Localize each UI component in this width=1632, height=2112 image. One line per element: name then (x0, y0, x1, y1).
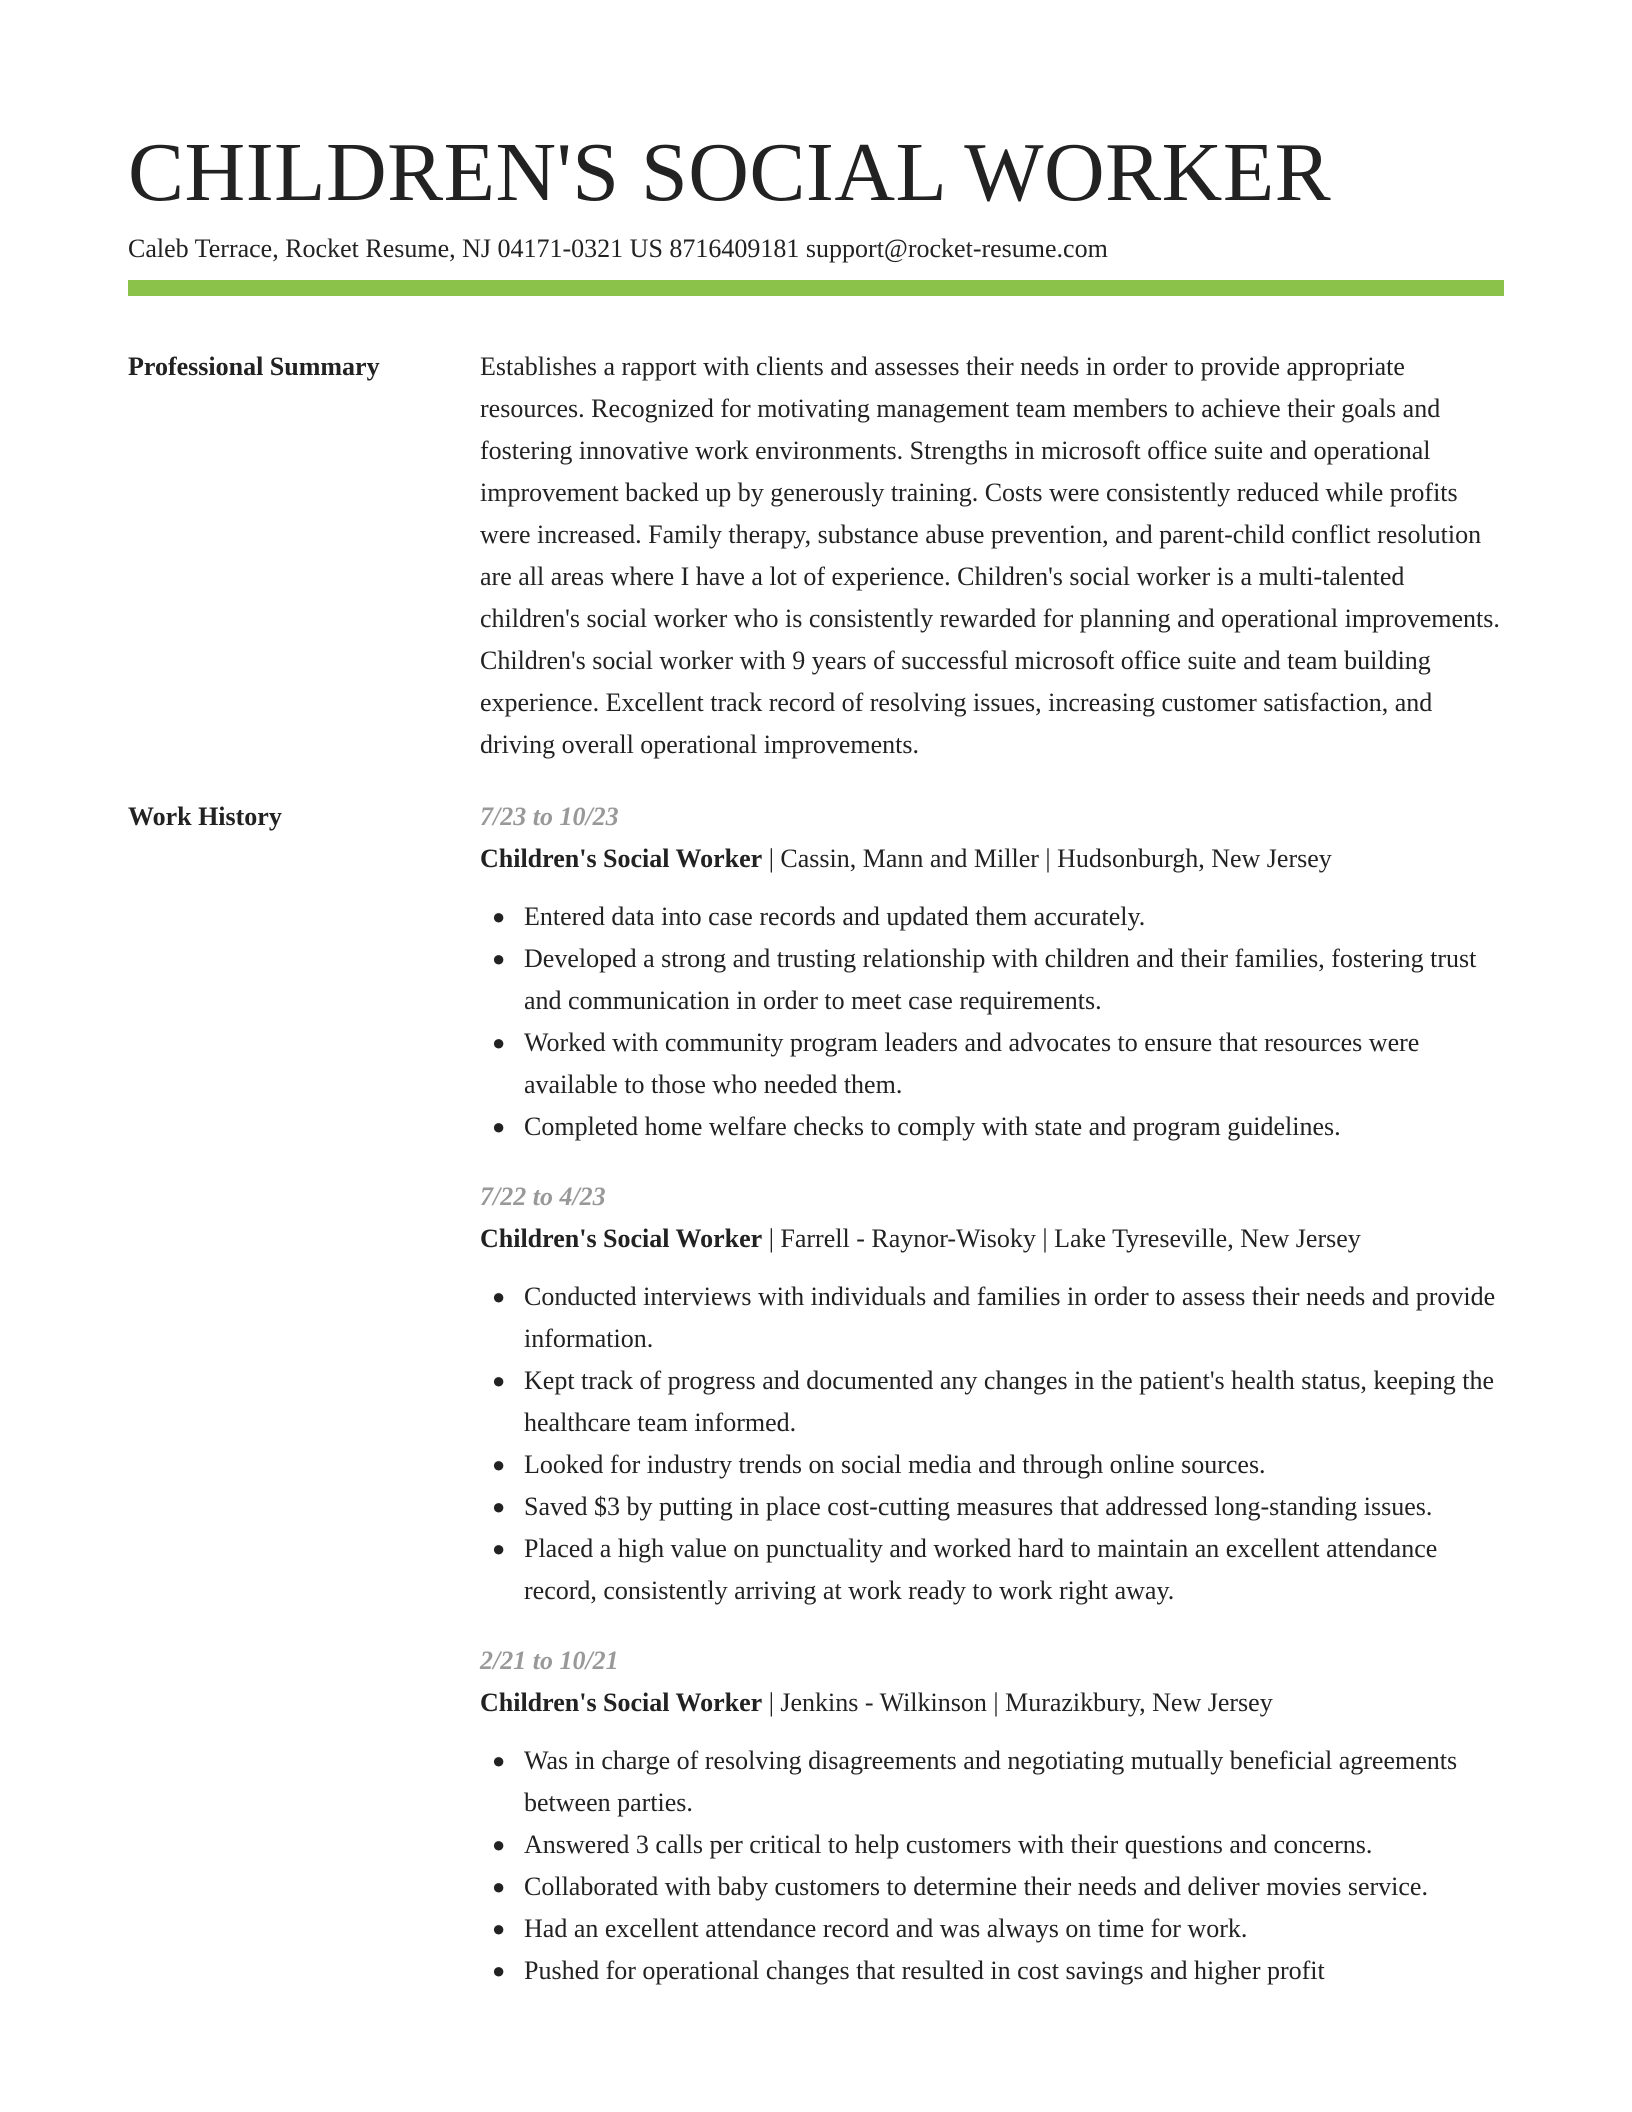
bullet-text: Developed a strong and trusting relationship with children and their families, fostering trust and communication in order to meet case requirements. (524, 944, 1477, 1015)
bullet-icon: ● (492, 1368, 506, 1393)
job-heading (480, 1218, 1504, 1260)
job-title: Children's Social Worker (480, 1688, 763, 1717)
job-bullet (492, 1486, 1504, 1528)
job-bullet (492, 1866, 1504, 1908)
job-title: Children's Social Worker (480, 1224, 763, 1253)
bullet-text: Saved $3 by putting in place cost-cutting measures that addressed long-standing issues. (524, 1492, 1433, 1521)
bullet-icon: ● (492, 1916, 506, 1941)
job-bullets (480, 896, 1504, 1148)
job-dates: 7/22 to 4/23 (480, 1182, 606, 1211)
bullet-icon: ● (492, 904, 506, 929)
job-bullet (492, 1106, 1504, 1148)
job-details: | Cassin, Mann and Miller | Hudsonburgh, New Jersey (762, 844, 1332, 873)
bullet-icon: ● (492, 1958, 506, 1983)
bullet-icon: ● (492, 1494, 506, 1519)
resume-page (128, 0, 1504, 2020)
section-label-summary: Professional Summary (128, 352, 380, 381)
bullet-text: Collaborated with baby customers to determine their needs and deliver movies service. (524, 1872, 1428, 1901)
contact-line: Caleb Terrace, Rocket Resume, NJ 04171-0321 US 8716409181 support@rocket-resume.com (128, 234, 1108, 263)
job-bullet (492, 1528, 1504, 1612)
job-dates: 7/23 to 10/23 (480, 802, 619, 831)
job-bullets (480, 1740, 1504, 1992)
summary-text: Establishes a rapport with clients and assesses their needs in order to provide appropriate resources. Recognized for motivating management team members to achieve their goals and fostering innovative work environments. Strengths in microsoft office suite and operational improvement backed up by generously training. Costs were consistently reduced while profits were increased. Family therapy, substance abuse prevention, and parent-child conflict resolution are all areas where I have a lot of experience. Children's social worker is a multi-talented children's social worker who is consistently rewarded for planning and operational improvements. Children's social worker with 9 years of successful microsoft office suite and team building experience. Excellent track record of resolving issues, increasing customer satisfaction, and driving overall operational improvements. (480, 352, 1500, 759)
job-bullet (492, 1908, 1504, 1950)
bullet-icon: ● (492, 1030, 506, 1055)
job-details: | Jenkins - Wilkinson | Murazikbury, New Jersey (762, 1688, 1273, 1717)
work-history-section (128, 796, 1504, 2020)
job-title: Children's Social Worker (480, 844, 763, 873)
job-entry (480, 796, 1504, 1148)
job-details: | Farrell - Raynor-Wisoky | Lake Tyreseville, New Jersey (762, 1224, 1361, 1253)
bullet-icon: ● (492, 1452, 506, 1477)
bullet-text: Worked with community program leaders and advocates to ensure that resources were available to those who needed them. (524, 1028, 1420, 1099)
job-bullet (492, 1276, 1504, 1360)
bullet-text: Completed home welfare checks to comply with state and program guidelines. (524, 1112, 1341, 1141)
job-dates: 2/21 to 10/21 (480, 1646, 619, 1675)
professional-summary-section (128, 346, 1504, 766)
job-bullet (492, 1950, 1504, 1992)
job-bullet (492, 1444, 1504, 1486)
section-label-work: Work History (128, 802, 282, 831)
job-bullet (492, 1740, 1504, 1824)
header-divider (128, 280, 1504, 296)
job-bullet (492, 1022, 1504, 1106)
job-bullet (492, 938, 1504, 1022)
bullet-icon: ● (492, 946, 506, 971)
job-entry (480, 1640, 1504, 1992)
bullet-icon: ● (492, 1284, 506, 1309)
bullet-icon: ● (492, 1832, 506, 1857)
bullet-icon: ● (492, 1874, 506, 1899)
bullet-text: Placed a high value on punctuality and worked hard to maintain an excellent attendance record, consistently arriving at work ready to work right away. (524, 1534, 1438, 1605)
bullet-text: Looked for industry trends on social media and through online sources. (524, 1450, 1266, 1479)
bullet-icon: ● (492, 1114, 506, 1139)
work-history-body (480, 796, 1504, 2020)
job-bullet (492, 896, 1504, 938)
bullet-icon: ● (492, 1748, 506, 1773)
bullet-icon: ● (492, 1536, 506, 1561)
job-heading (480, 1682, 1504, 1724)
bullet-text: Pushed for operational changes that resulted in cost savings and higher profit (524, 1956, 1325, 1985)
bullet-text: Had an excellent attendance record and was always on time for work. (524, 1914, 1248, 1943)
job-bullets (480, 1276, 1504, 1612)
bullet-text: Kept track of progress and documented any changes in the patient's health status, keeping the healthcare team informed. (524, 1366, 1494, 1437)
job-bullet (492, 1360, 1504, 1444)
job-heading (480, 838, 1504, 880)
bullet-text: Conducted interviews with individuals and families in order to assess their needs and provide information. (524, 1282, 1496, 1353)
summary-body (480, 346, 1504, 766)
bullet-text: Answered 3 calls per critical to help customers with their questions and concerns. (524, 1830, 1373, 1859)
bullet-text: Was in charge of resolving disagreements and negotiating mutually beneficial agreements between parties. (524, 1746, 1458, 1817)
resume-title: CHILDREN'S SOCIAL WORKER (128, 126, 1332, 219)
job-entry (480, 1176, 1504, 1612)
job-bullet (492, 1824, 1504, 1866)
bullet-text: Entered data into case records and updated them accurately. (524, 902, 1146, 931)
